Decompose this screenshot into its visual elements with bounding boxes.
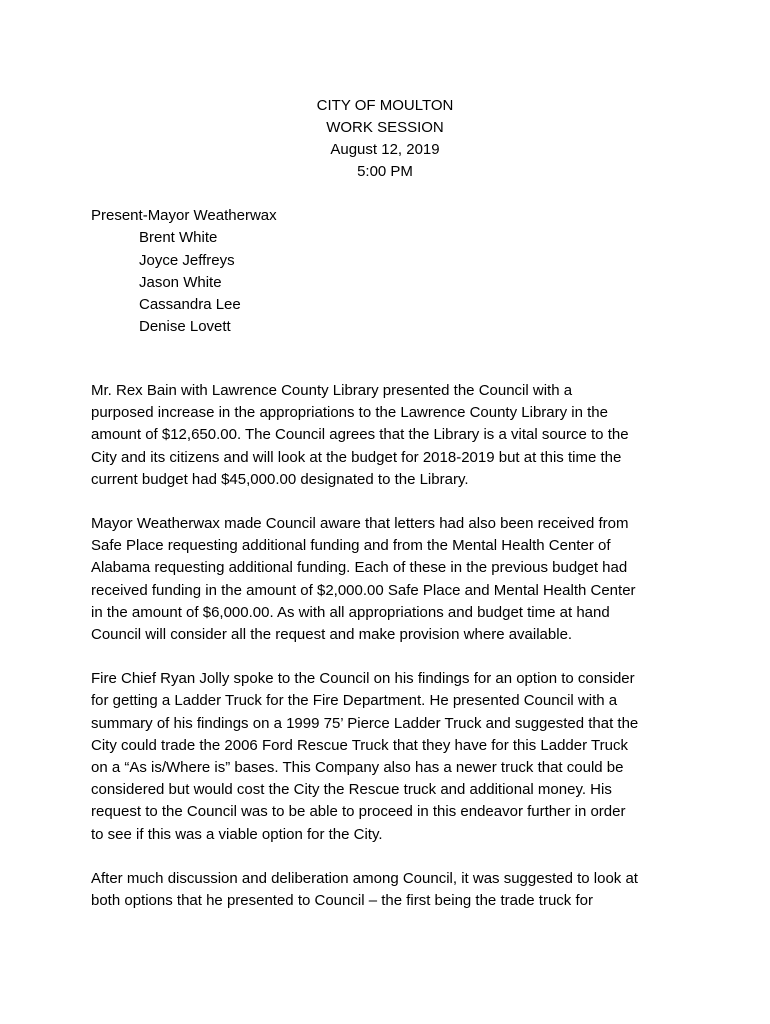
member-name: Jason White [139, 273, 222, 291]
text-line: Alabama requesting additional funding. Each of these in the previous budget had [91, 559, 628, 577]
text-line: Safe Place requesting additional funding and from the Mental Health Center of [91, 537, 611, 555]
paragraph-library [91, 380, 691, 491]
city-name: CITY OF MOULTON [316, 97, 454, 114]
paragraph-ladder-truck [91, 668, 691, 846]
text-line: considered but would cost the City the Rescue truck and additional money. His [91, 781, 612, 799]
session-date: August 12, 2019 [330, 141, 440, 158]
text-line: Council will consider all the request and make provision where available. [91, 626, 573, 644]
text-line: City could trade the 2006 Ford Rescue Truck that they have for this Ladder Truck [91, 736, 628, 754]
text-line: request to the Council was to be able to proceed in this endeavor further in order [91, 803, 626, 821]
paragraph-funding-requests [91, 513, 691, 646]
session-type: WORK SESSION [326, 119, 444, 136]
attendance-list [91, 205, 277, 339]
present-line: Present-Mayor Weatherwax [91, 207, 277, 224]
member-name: Joyce Jeffreys [139, 251, 235, 269]
text-line: Mr. Rex Bain with Lawrence County Library presented the Council with a [91, 382, 573, 399]
text-line: current budget had $45,000.00 designated to the Library. [91, 470, 469, 488]
text-line: Mayor Weatherwax made Council aware that letters had also been received from [91, 515, 629, 533]
document-header [0, 95, 770, 183]
text-line: for getting a Ladder Truck for the Fire Department. He presented Council with a [91, 692, 618, 710]
paragraph-discussion [91, 868, 691, 912]
text-line: purposed increase in the appropriations to the Lawrence County Library in the [91, 404, 608, 422]
text-line: both options that he presented to Council – the first being the trade truck for [91, 892, 593, 910]
text-line: received funding in the amount of $2,000.00 Safe Place and Mental Health Center [91, 581, 636, 599]
member-name: Brent White [139, 229, 218, 247]
text-line: in the amount of $6,000.00. As with all appropriations and budget time at hand [91, 603, 610, 621]
text-line: summary of his findings on a 1999 75’ Pierce Ladder Truck and suggested that the [91, 714, 639, 732]
text-line: After much discussion and deliberation among Council, it was suggested to look at [91, 869, 638, 887]
member-name: Denise Lovett [139, 318, 231, 336]
session-time: 5:00 PM [357, 163, 413, 180]
text-line: City and its citizens and will look at the budget for 2018-2019 but at this time the [91, 448, 622, 466]
text-line: amount of $12,650.00. The Council agrees that the Library is a vital source to the [91, 426, 629, 444]
member-name: Cassandra Lee [139, 296, 241, 314]
text-line: to see if this was a viable option for the City. [91, 825, 383, 843]
minutes-body [91, 380, 691, 934]
text-line: on a “As is/Where is” bases. This Company also has a newer truck that could be [91, 759, 624, 777]
text-line: Fire Chief Ryan Jolly spoke to the Council on his findings for an option to consider [91, 670, 635, 688]
